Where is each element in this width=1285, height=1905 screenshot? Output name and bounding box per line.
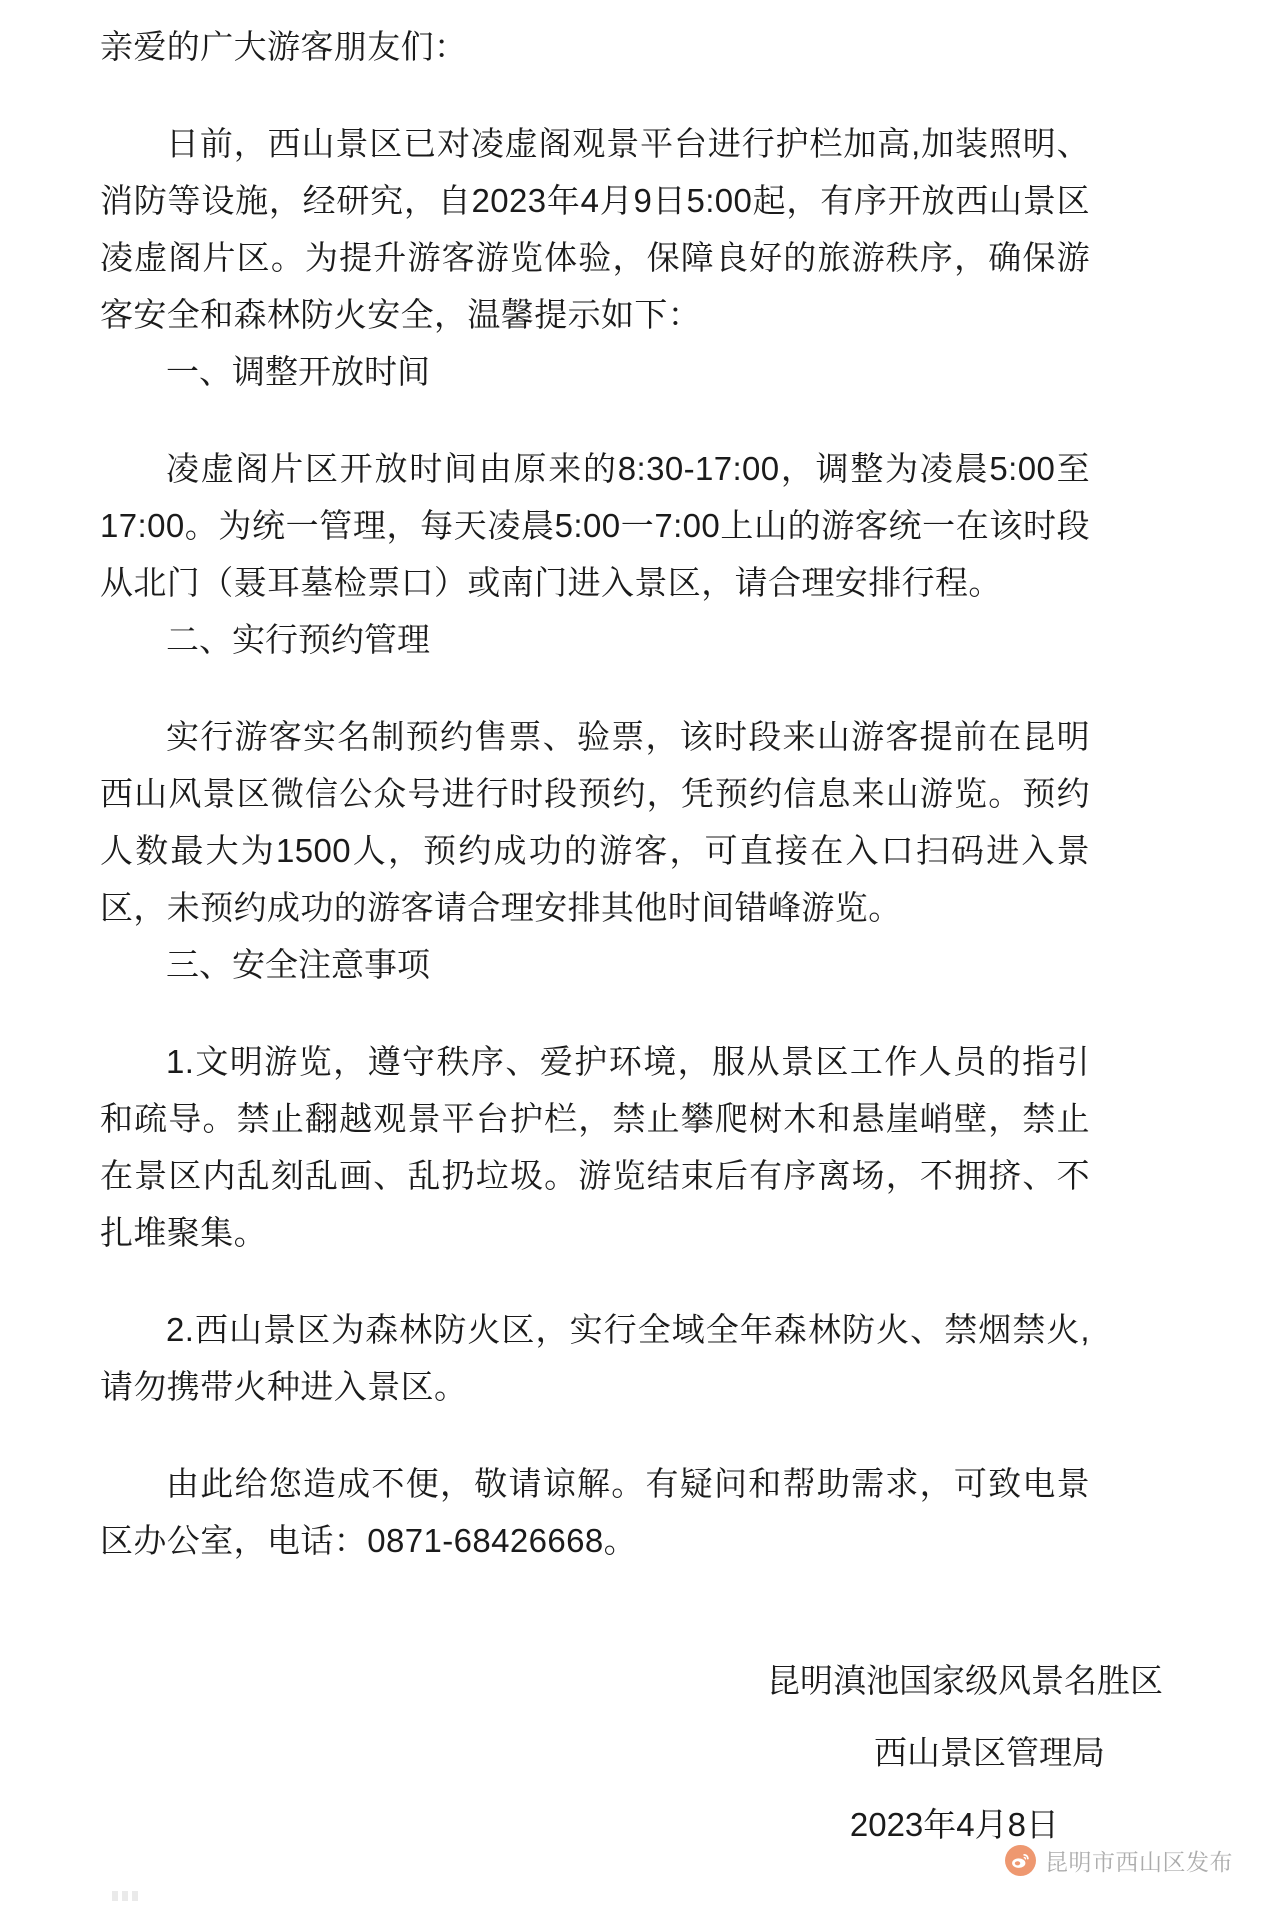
section-heading-2: 二、实行预约管理 [166,621,430,658]
watermark-badge [1005,1844,1233,1877]
signature-block [607,1645,1167,1861]
intro-paragraph: 日前，西山景区已对凌虚阁观景平台进行护栏加高,加装照明、消防等设施，经研究，自2023年4月9日5:00起，有序开放西山景区凌虚阁片区。为提升游客游览体验，保障良好的旅游秩序，确保游客安全和森林防火安全，温馨提示如下： [100,125,1090,333]
safety-item-1: 1.文明游览，遵守秩序、爱护环境，服从景区工作人员的指引和疏导。禁止翻越观景平台护栏，禁止攀爬树木和悬崖峭壁，禁止在景区内乱刻乱画、乱扔垃圾。游览结束后有序离场，不拥挤、不扎堆聚集。 [100,1043,1090,1251]
page-corner-artifact [112,1891,138,1901]
signature-date: 2023年4月8日 [849,1806,1059,1843]
section-heading-3: 三、安全注意事项 [166,946,430,983]
weibo-logo-icon [1005,1845,1036,1876]
signature-organization: 昆明滇池国家级风景名胜区 [767,1662,1163,1699]
section-heading-1: 一、调整开放时间 [166,353,430,390]
notice-body [100,0,1090,1569]
safety-item-2: 2.西山景区为森林防火区，实行全域全年森林防火、禁烟禁火,请勿携带火种进入景区。 [100,1311,1090,1405]
salutation: 亲爱的广大游客朋友们： [100,28,468,65]
section-body-2: 实行游客实名制预约售票、验票，该时段来山游客提前在昆明西山风景区微信公众号进行时段预约，凭预约信息来山游览。预约人数最大为1500人，预约成功的游客，可直接在入口扫码进入景区，未预约成功的游客请合理安排其他时间错峰游览。 [100,718,1090,926]
section-body-1: 凌虚阁片区开放时间由原来的8:30-17:00，调整为凌晨5:00至17:00。为统一管理，每天凌晨5:00一7:00上山的游客统一在该时段从北门（聂耳墓检票口）或南门进入景区，请合理安排行程。 [100,450,1090,601]
watermark-label: 昆明市西山区发布 [1045,1849,1233,1875]
closing-paragraph: 由此给您造成不便，敬请谅解。有疑问和帮助需求，可致电景区办公室，电话：0871-68426668。 [100,1465,1090,1559]
signature-bureau: 西山景区管理局 [874,1734,1105,1771]
